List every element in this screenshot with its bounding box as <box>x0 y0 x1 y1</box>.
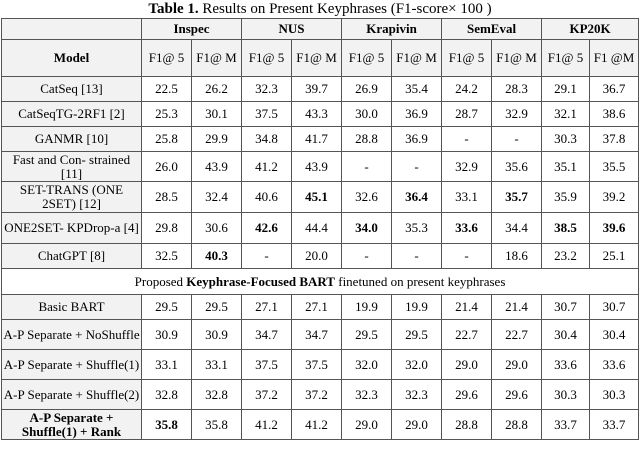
metric-header: F1@ 5 <box>542 40 590 77</box>
score-cell: 27.1 <box>292 295 342 320</box>
score-cell: 30.6 <box>192 213 242 244</box>
results-table <box>1 18 639 440</box>
score-cell: 37.5 <box>242 350 292 380</box>
caption-label: Table 1. <box>148 1 199 17</box>
score-cell: - <box>392 244 442 269</box>
score-cell: 41.2 <box>292 410 342 440</box>
model-name-cell: A-P Separate + Shuffle(2) <box>2 380 142 410</box>
score-cell: 32.9 <box>492 102 542 127</box>
score-cell: 33.6 <box>442 213 492 244</box>
score-cell: 21.4 <box>492 295 542 320</box>
dataset-header: Inspec <box>142 19 242 40</box>
score-cell: 29.6 <box>442 380 492 410</box>
score-cell: 41.2 <box>242 410 292 440</box>
score-cell: 28.8 <box>442 410 492 440</box>
score-cell: 38.6 <box>590 102 639 127</box>
section-label <box>2 269 639 295</box>
score-cell: 30.7 <box>542 295 590 320</box>
score-cell: 35.6 <box>492 152 542 182</box>
score-cell: 32.1 <box>542 102 590 127</box>
score-cell: 32.5 <box>142 244 192 269</box>
score-cell: 32.0 <box>392 350 442 380</box>
score-cell: 35.4 <box>392 77 442 102</box>
table-row <box>2 380 639 410</box>
table-row <box>2 244 639 269</box>
score-cell: 39.7 <box>292 77 342 102</box>
dataset-header-row <box>2 19 639 40</box>
score-cell: 29.0 <box>442 350 492 380</box>
score-cell: 30.3 <box>542 380 590 410</box>
score-cell: 37.2 <box>292 380 342 410</box>
metric-header-row <box>2 40 639 77</box>
score-cell: 18.6 <box>492 244 542 269</box>
section-row <box>2 269 639 295</box>
metric-header: F1@ 5 <box>142 40 192 77</box>
score-cell: 41.7 <box>292 127 342 152</box>
model-column-header: Model <box>2 40 142 77</box>
score-cell: 29.6 <box>492 380 542 410</box>
score-cell: 35.7 <box>492 182 542 213</box>
table-caption <box>0 0 640 18</box>
score-cell: 30.9 <box>142 320 192 350</box>
model-name-cell: ONE2SET- KPDrop-a [4] <box>2 213 142 244</box>
score-cell: 32.6 <box>342 182 392 213</box>
metric-header: F1@ 5 <box>242 40 292 77</box>
score-cell: 30.1 <box>192 102 242 127</box>
score-cell: - <box>392 152 442 182</box>
score-cell: 40.6 <box>242 182 292 213</box>
score-cell: 26.9 <box>342 77 392 102</box>
model-name-cell: Fast and Con- strained [11] <box>2 152 142 182</box>
table-row <box>2 320 639 350</box>
table-row <box>2 127 639 152</box>
score-cell: - <box>492 127 542 152</box>
score-cell: - <box>442 244 492 269</box>
score-cell: 34.7 <box>242 320 292 350</box>
score-cell: 37.2 <box>242 380 292 410</box>
score-cell: 32.3 <box>242 77 292 102</box>
score-cell: 34.4 <box>492 213 542 244</box>
score-cell: 32.4 <box>192 182 242 213</box>
score-cell: 43.9 <box>292 152 342 182</box>
baseline-rows <box>2 77 639 269</box>
score-cell: 21.4 <box>442 295 492 320</box>
score-cell: 35.3 <box>392 213 442 244</box>
metric-header: F1 @M <box>590 40 639 77</box>
metric-header: F1@ M <box>392 40 442 77</box>
score-cell: 29.1 <box>542 77 590 102</box>
score-cell: 30.3 <box>542 127 590 152</box>
score-cell: 27.1 <box>242 295 292 320</box>
score-cell: 39.6 <box>590 213 639 244</box>
score-cell: 22.7 <box>492 320 542 350</box>
score-cell: 34.8 <box>242 127 292 152</box>
model-name-cell: A-P Separate + Shuffle(1) <box>2 350 142 380</box>
model-name-cell: A-P Separate + NoShuffle <box>2 320 142 350</box>
score-cell: 28.8 <box>342 127 392 152</box>
table-row <box>2 77 639 102</box>
score-cell: 36.9 <box>392 102 442 127</box>
score-cell: 29.8 <box>142 213 192 244</box>
score-cell: 33.1 <box>442 182 492 213</box>
model-name-cell: ChatGPT [8] <box>2 244 142 269</box>
table-row <box>2 152 639 182</box>
score-cell: 22.7 <box>442 320 492 350</box>
score-cell: 40.3 <box>192 244 242 269</box>
score-cell: 29.0 <box>492 350 542 380</box>
score-cell: 37.5 <box>292 350 342 380</box>
score-cell: 26.0 <box>142 152 192 182</box>
score-cell: 29.9 <box>192 127 242 152</box>
score-cell: 35.1 <box>542 152 590 182</box>
metric-header: F1@ M <box>192 40 242 77</box>
model-name-cell: CatSeqTG-2RF1 [2] <box>2 102 142 127</box>
score-cell: 39.2 <box>590 182 639 213</box>
score-cell: - <box>242 244 292 269</box>
score-cell: 36.9 <box>392 127 442 152</box>
score-cell: 30.4 <box>590 320 639 350</box>
section-label-post: finetuned on present keyphrases <box>338 273 506 289</box>
score-cell: 30.7 <box>590 295 639 320</box>
score-cell: 35.8 <box>142 410 192 440</box>
score-cell: 42.6 <box>242 213 292 244</box>
model-name-cell: GANMR [10] <box>2 127 142 152</box>
score-cell: 36.4 <box>392 182 442 213</box>
score-cell: 32.8 <box>192 380 242 410</box>
score-cell: 35.8 <box>192 410 242 440</box>
score-cell: 32.8 <box>142 380 192 410</box>
model-name-cell: A-P Separate + Shuffle(1) + Rank <box>2 410 142 440</box>
score-cell: 32.3 <box>392 380 442 410</box>
score-cell: - <box>442 127 492 152</box>
score-cell: 45.1 <box>292 182 342 213</box>
metric-header: F1@ 5 <box>442 40 492 77</box>
section-label-bold: Keyphrase-Focused BART <box>186 273 335 289</box>
metric-header: F1@ M <box>292 40 342 77</box>
dataset-header: SemEval <box>442 19 542 40</box>
score-cell: 33.7 <box>542 410 590 440</box>
score-cell: 33.1 <box>192 350 242 380</box>
score-cell: 35.5 <box>590 152 639 182</box>
table-row <box>2 182 639 213</box>
score-cell: 23.2 <box>542 244 590 269</box>
header-empty-cell <box>2 19 142 40</box>
score-cell: 29.0 <box>392 410 442 440</box>
table-row <box>2 102 639 127</box>
score-cell: 33.1 <box>142 350 192 380</box>
score-cell: 30.3 <box>590 380 639 410</box>
score-cell: 33.6 <box>590 350 639 380</box>
score-cell: 25.3 <box>142 102 192 127</box>
score-cell: 26.2 <box>192 77 242 102</box>
score-cell: 29.5 <box>342 320 392 350</box>
score-cell: 33.7 <box>590 410 639 440</box>
score-cell: 28.3 <box>492 77 542 102</box>
proposed-rows <box>2 295 639 440</box>
section-label-pre: Proposed <box>134 273 184 289</box>
score-cell: 30.4 <box>542 320 590 350</box>
score-cell: 19.9 <box>392 295 442 320</box>
dataset-header: Krapivin <box>342 19 442 40</box>
dataset-header: NUS <box>242 19 342 40</box>
score-cell: - <box>342 152 392 182</box>
table-row <box>2 213 639 244</box>
score-cell: - <box>342 244 392 269</box>
score-cell: 44.4 <box>292 213 342 244</box>
score-cell: 43.3 <box>292 102 342 127</box>
score-cell: 25.1 <box>590 244 639 269</box>
model-name-cell: Basic BART <box>2 295 142 320</box>
score-cell: 29.5 <box>392 320 442 350</box>
score-cell: 20.0 <box>292 244 342 269</box>
score-cell: 19.9 <box>342 295 392 320</box>
score-cell: 32.3 <box>342 380 392 410</box>
score-cell: 22.5 <box>142 77 192 102</box>
model-name-cell: SET-TRANS (ONE 2SET) [12] <box>2 182 142 213</box>
score-cell: 29.5 <box>142 295 192 320</box>
caption-text: Results on Present Keyphrases (F1-score× 100 ) <box>202 1 492 17</box>
score-cell: 37.5 <box>242 102 292 127</box>
score-cell: 28.8 <box>492 410 542 440</box>
score-cell: 28.7 <box>442 102 492 127</box>
score-cell: 24.2 <box>442 77 492 102</box>
score-cell: 29.0 <box>342 410 392 440</box>
score-cell: 34.7 <box>292 320 342 350</box>
table-row <box>2 410 639 440</box>
score-cell: 32.0 <box>342 350 392 380</box>
metric-header: F1@ 5 <box>342 40 392 77</box>
score-cell: 34.0 <box>342 213 392 244</box>
score-cell: 37.8 <box>590 127 639 152</box>
metric-header: F1@ M <box>492 40 542 77</box>
score-cell: 29.5 <box>192 295 242 320</box>
score-cell: 41.2 <box>242 152 292 182</box>
score-cell: 25.8 <box>142 127 192 152</box>
score-cell: 33.6 <box>542 350 590 380</box>
score-cell: 32.9 <box>442 152 492 182</box>
score-cell: 30.9 <box>192 320 242 350</box>
score-cell: 36.7 <box>590 77 639 102</box>
model-name-cell: CatSeq [13] <box>2 77 142 102</box>
score-cell: 38.5 <box>542 213 590 244</box>
table-row <box>2 295 639 320</box>
score-cell: 35.9 <box>542 182 590 213</box>
score-cell: 30.0 <box>342 102 392 127</box>
table-row <box>2 350 639 380</box>
score-cell: 43.9 <box>192 152 242 182</box>
dataset-header: KP20K <box>542 19 639 40</box>
score-cell: 28.5 <box>142 182 192 213</box>
